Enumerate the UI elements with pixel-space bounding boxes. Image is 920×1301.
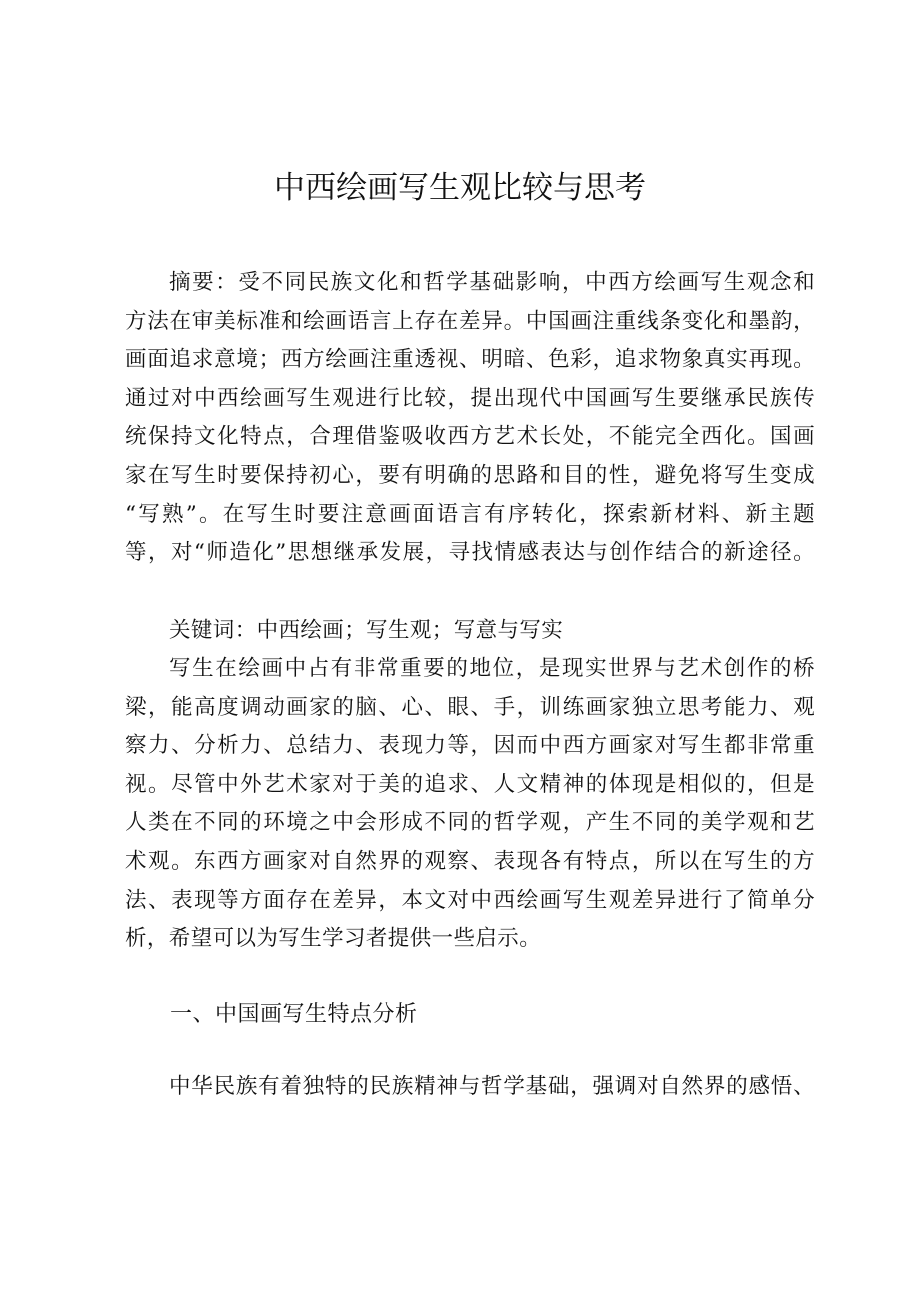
intro-line: 视。尽管中外艺术家对于美的追求、人文精神的体现是相似的，但是 — [125, 771, 815, 797]
keywords-text: 关键词：中西绘画；写生观；写意与写实 — [169, 618, 564, 643]
section-heading: 一、中国画写生特点分析 — [170, 1002, 418, 1027]
keywords-paragraph — [125, 612, 815, 651]
intro-paragraph — [125, 650, 815, 959]
intro-line: 梁，能高度调动画家的脑、心、眼、手，训练画家独立思考能力、观 — [125, 694, 815, 720]
abstract-line: 统保持文化特点，合理借鉴吸收西方艺术长处，不能完全西化。国画 — [125, 424, 815, 450]
intro-line: 法、表现等方面存在差异，本文对中西绘画写生观差异进行了简单分 — [125, 887, 815, 913]
abstract-line: 画面追求意境；西方绘画注重透视、明暗、色彩，追求物象真实再现。 — [125, 347, 815, 373]
intro-line: 析，希望可以为写生学习者提供一些启示。 — [125, 926, 542, 952]
abstract-line: 家在写生时要保持初心，要有明确的思路和目的性，避免将写生变成 — [125, 462, 815, 488]
intro-line: 察力、分析力、总结力、表现力等，因而中西方画家对写生都非常重 — [125, 733, 815, 759]
abstract-paragraph — [125, 264, 815, 573]
intro-line: 术观。东西方画家对自然界的观察、表现各有特点，所以在写生的方 — [125, 848, 815, 874]
abstract-line: 方法在审美标准和绘画语言上存在差异。中国画注重线条变化和墨韵， — [125, 308, 815, 334]
intro-line: 写生在绘画中占有非常重要的地位，是现实世界与艺术创作的桥 — [169, 656, 815, 681]
document-title: 中西绘画写生观比较与思考 — [274, 170, 646, 206]
abstract-line: 摘要：受不同民族文化和哲学基础影响，中西方绘画写生观念和 — [169, 270, 815, 295]
abstract-line: 等，对“师造化”思想继承发展，寻找情感表达与创作结合的新途径。 — [125, 540, 815, 566]
section-paragraph — [125, 1068, 815, 1107]
abstract-line: “写熟”。在写生时要注意画面语言有序转化，探索新材料、新主题 — [125, 501, 815, 527]
intro-line: 人类在不同的环境之中会形成不同的哲学观，产生不同的美学观和艺 — [125, 810, 815, 836]
abstract-line: 通过对中西绘画写生观进行比较，提出现代中国画写生要继承民族传 — [125, 385, 815, 411]
section-line: 中华民族有着独特的民族精神与哲学基础，强调对自然界的感悟、 — [169, 1074, 815, 1099]
